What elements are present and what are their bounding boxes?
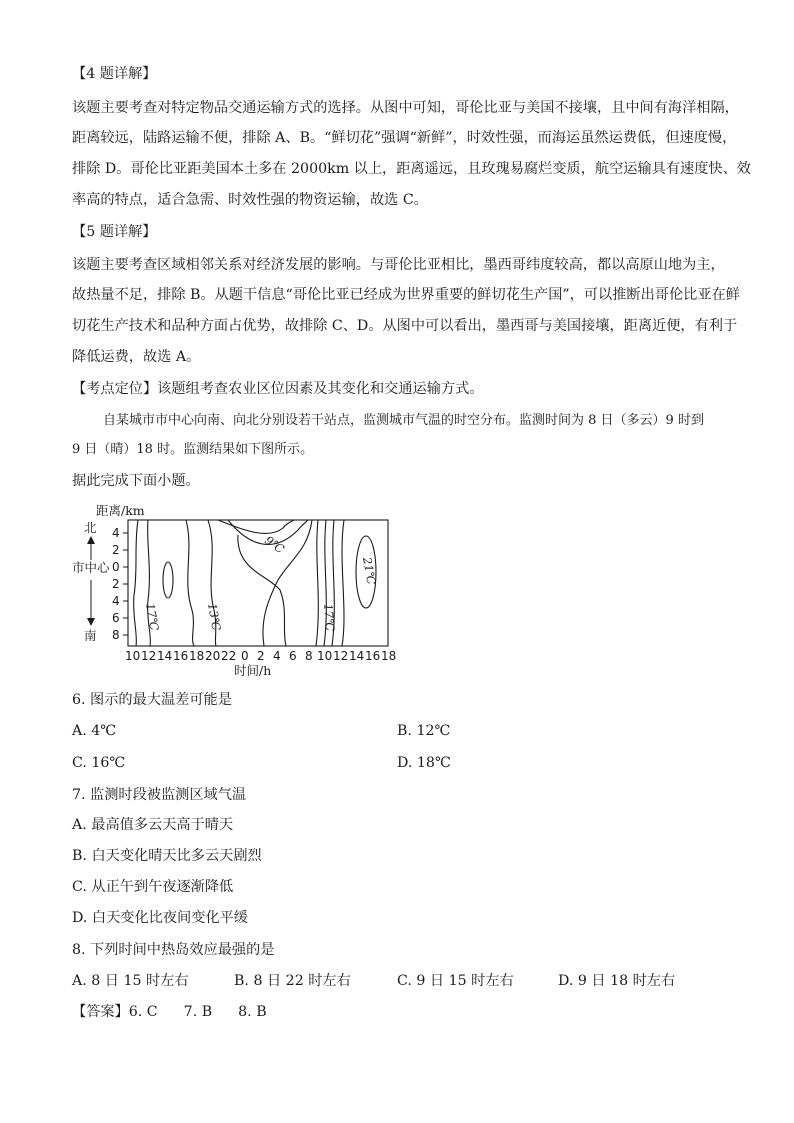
x-tick-label: 14	[157, 649, 173, 663]
x-tick-label: 12	[141, 649, 157, 663]
north-arrow-icon	[87, 536, 95, 544]
isotherm-label: 13℃	[205, 602, 224, 632]
q6-stem: 6. 图示的最大温差可能是	[72, 692, 232, 708]
intro-line-2: 9 日（晴）18 时。监测结果如下图所示。	[72, 442, 314, 457]
q4-line-2: 距离较远，陆路运输不便，排除 A、B。“鲜切花”强调“新鲜”，时效性强，而海运虽然运费低，但速度慢，	[72, 130, 737, 146]
center-label: 市中心	[72, 560, 110, 575]
q6-option-b[interactable]: B. 12℃	[397, 723, 451, 739]
x-tick-label: 18	[189, 649, 205, 663]
q8-option-c[interactable]: C. 9 日 15 时左右	[397, 973, 514, 989]
q5-line-1: 该题主要考查区域相邻关系对经济发展的影响。与哥伦比亚相比，墨西哥纬度较高，都以高原山地为主，	[72, 257, 725, 273]
x-tick-label: 22	[221, 649, 237, 663]
x-tick-label: 16	[173, 649, 189, 663]
isotherm-label: 9℃	[262, 532, 287, 557]
answer-item: 8. B	[238, 1004, 267, 1020]
answer-item: 7. B	[183, 1004, 213, 1020]
x-tick-label: 10	[317, 649, 333, 663]
x-tick-label: 8	[305, 649, 313, 663]
instruction-line: 据此完成下面小题。	[72, 473, 200, 489]
x-tick-label: 6	[289, 649, 297, 663]
isotherm-line	[186, 520, 194, 646]
x-tick-label: 16	[365, 649, 381, 663]
q5-line-3: 切花生产技术和品种方面占优势，故排除 C、D。从图中可以看出，墨西哥与美国接壤，距离近便，有利于	[72, 318, 738, 334]
y-ticks	[112, 526, 128, 642]
south-label: 南	[84, 628, 97, 643]
y-tick-label: 6	[112, 611, 120, 625]
q5-heading: 【5 题详解】	[72, 224, 157, 240]
isotherm-line	[342, 520, 344, 646]
isotherm-line	[316, 520, 318, 646]
q7-stem: 7. 监测时段被监测区域气温	[72, 787, 247, 803]
q6-option-d[interactable]: D. 18℃	[397, 755, 451, 771]
y-tick-label: 8	[112, 628, 120, 642]
x-tick-label: 10	[125, 649, 141, 663]
isotherm-line	[134, 520, 138, 646]
q7-option-b[interactable]: B. 白天变化晴天比多云天剧烈	[72, 848, 262, 864]
q8-option-b[interactable]: B. 8 日 22 时左右	[234, 973, 351, 989]
plot-frame	[128, 520, 388, 646]
intro-line-1: 自某城市市中心向南、向北分别设若干站点，监测城市气温的时空分布。监测时间为 8 日（多云）9 时到	[103, 413, 704, 428]
x-tick-label: 2	[257, 649, 265, 663]
q7-option-c[interactable]: C. 从正午到午夜逐渐降低	[72, 879, 234, 895]
y-tick-label: 4	[112, 526, 120, 540]
y-tick-label: 0	[112, 560, 120, 574]
answer-line	[72, 1002, 267, 1022]
q8-stem: 8. 下列时间中热岛效应最强的是	[72, 942, 275, 958]
isotherm-label: 17℃	[143, 602, 162, 632]
answer-item: 6. C	[128, 1004, 158, 1020]
q7-option-d[interactable]: D. 白天变化比夜间变化平缓	[72, 910, 248, 926]
q4-line-3: 排除 D。哥伦比亚距美国本土多在 2000km 以上，距离遥远，且玫瑰易腐烂变质，航空运输具有速度快、效	[72, 161, 751, 177]
x-tick-label: 12	[333, 649, 349, 663]
kaodian-line: 【考点定位】该题组考查农业区位因素及其变化和交通运输方式。	[72, 381, 484, 397]
q8-option-d[interactable]: D. 9 日 18 时左右	[558, 973, 676, 989]
q8-option-a[interactable]: A. 8 日 15 时左右	[72, 973, 189, 989]
x-ticks	[125, 649, 396, 663]
south-arrow-icon	[87, 618, 95, 626]
q6-option-a[interactable]: A. 4℃	[72, 723, 117, 739]
q5-line-2: 故热量不足，排除 B。从题干信息“哥伦比亚已经成为世界重要的鲜切花生产国”，可以推断出哥伦比亚在鲜	[72, 287, 740, 303]
x-tick-label: 4	[273, 649, 281, 663]
y-tick-label: 2	[112, 543, 120, 557]
answer-tag: 【答案】	[72, 1004, 129, 1020]
q4-line-1: 该题主要考查对特定物品交通运输方式的选择。从图中可知，哥伦比亚与美国不接壤，且中间有海洋相隔，	[72, 100, 739, 116]
y-tick-label: 2	[112, 577, 120, 591]
isotherm-label: 21℃	[360, 556, 379, 586]
isotherm-line	[163, 562, 173, 598]
y-axis-label: 距离/km	[96, 503, 145, 518]
q4-heading: 【4 题详解】	[72, 66, 157, 82]
x-tick-label: 20	[205, 649, 221, 663]
q6-option-c[interactable]: C. 16℃	[72, 755, 126, 771]
isotherm-chart	[68, 500, 408, 680]
q7-option-a[interactable]: A. 最高值多云天高于晴天	[72, 817, 234, 833]
north-label: 北	[84, 520, 97, 535]
x-tick-label: 14	[349, 649, 365, 663]
q4-line-4: 率高的特点，适合急需、时效性强的物资运输，故选 C。	[72, 192, 428, 208]
x-tick-label: 0	[241, 649, 249, 663]
isotherm-lines	[134, 520, 376, 646]
q5-line-4: 降低运费，故选 A。	[72, 349, 201, 365]
x-tick-label: 18	[381, 649, 397, 663]
x-axis-label: 时间/h	[234, 663, 272, 678]
y-tick-label: 4	[112, 594, 120, 608]
isotherm-label: 17℃	[321, 603, 338, 632]
